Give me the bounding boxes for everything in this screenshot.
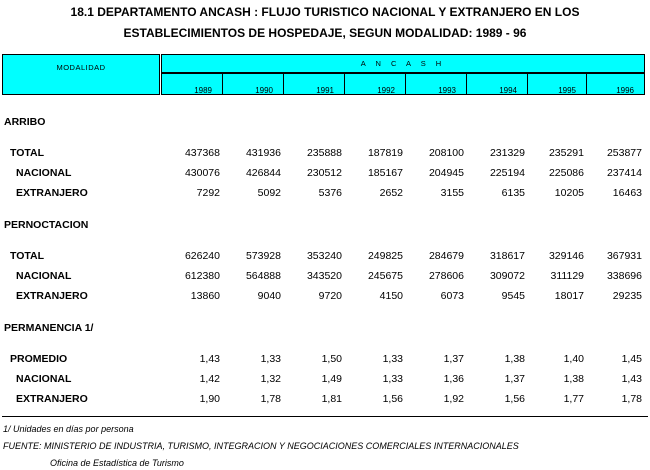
year-header: 1992 [344, 73, 406, 95]
table-cell: 309072 [489, 270, 525, 282]
table-cell: 1,33 [382, 373, 403, 385]
row-label: TOTAL [10, 147, 45, 159]
table-cell: 430076 [184, 167, 220, 179]
table-cell: 1,37 [504, 373, 525, 385]
table-row [0, 350, 650, 368]
table-cell: 9040 [257, 290, 281, 302]
table-cell: 5376 [318, 187, 342, 199]
source-note: FUENTE: MINISTERIO DE INDUSTRIA, TURISMO, INTEGRACION Y NEGOCIACIONES COMERCIALES INTERNACIONALES [3, 441, 519, 451]
table-cell: 204945 [428, 167, 464, 179]
table-cell: 13860 [190, 290, 220, 302]
table-cell: 7292 [196, 187, 220, 199]
table-cell: 1,81 [321, 393, 342, 405]
table-cell: 235888 [306, 147, 342, 159]
table-row [0, 287, 650, 305]
table-cell: 626240 [184, 250, 220, 262]
table-cell: 1,37 [443, 353, 464, 365]
table-cell: 353240 [306, 250, 342, 262]
table-cell: 185167 [367, 167, 403, 179]
table-cell: 1,36 [443, 373, 464, 385]
table-cell: 338696 [606, 270, 642, 282]
table-cell: 5092 [257, 187, 281, 199]
table-title-line1: 18.1 DEPARTAMENTO ANCASH : FLUJO TURISTICO NACIONAL Y EXTRANJERO EN LOS [70, 5, 580, 19]
table-cell: 329146 [548, 250, 584, 262]
table-cell: 1,33 [382, 353, 403, 365]
table-cell: 230512 [306, 167, 342, 179]
table-cell: 278606 [428, 270, 464, 282]
table-row [0, 247, 650, 265]
table-title-line2: ESTABLECIMIENTOS DE HOSPEDAJE, SEGUN MODALIDAD: 1989 - 96 [123, 26, 527, 40]
row-label: TOTAL [10, 250, 45, 262]
row-label: NACIONAL [16, 270, 72, 282]
table-row [0, 144, 650, 162]
row-label: NACIONAL [16, 373, 72, 385]
table-cell: 318617 [489, 250, 525, 262]
section-title-arribo: ARRIBO [4, 116, 46, 128]
row-label: NACIONAL [16, 167, 72, 179]
table-cell: 426844 [245, 167, 281, 179]
table-cell: 573928 [245, 250, 281, 262]
table-cell: 208100 [428, 147, 464, 159]
table-row [0, 370, 650, 388]
row-label: EXTRANJERO [16, 290, 88, 302]
table-cell: 1,40 [563, 353, 584, 365]
table-cell: 6135 [501, 187, 525, 199]
table-cell: 18017 [554, 290, 584, 302]
table-cell: 1,33 [260, 353, 281, 365]
table-cell: 1,38 [504, 353, 525, 365]
table-cell: 1,77 [563, 393, 584, 405]
table-cell: 1,45 [621, 353, 642, 365]
year-header: 1996 [586, 73, 645, 95]
year-header: 1991 [283, 73, 345, 95]
year-header: 1990 [222, 73, 284, 95]
table-cell: 2652 [379, 187, 403, 199]
year-header: 1994 [466, 73, 528, 95]
table-cell: 1,78 [621, 393, 642, 405]
table-cell: 564888 [245, 270, 281, 282]
table-cell: 16463 [612, 187, 642, 199]
table-cell: 245675 [367, 270, 403, 282]
section-title-pernoctacion: PERNOCTACION [4, 219, 89, 231]
table-cell: 1,90 [199, 393, 220, 405]
table-cell: 4150 [379, 290, 403, 302]
table-cell: 437368 [184, 147, 220, 159]
row-label: EXTRANJERO [16, 187, 88, 199]
table-cell: 1,56 [382, 393, 403, 405]
table-row [0, 184, 650, 202]
table-cell: 1,92 [443, 393, 464, 405]
table-cell: 1,49 [321, 373, 342, 385]
table-row [0, 390, 650, 408]
table-cell: 235291 [548, 147, 584, 159]
table-cell: 10205 [554, 187, 584, 199]
section-title-permanencia: PERMANENCIA 1/ [4, 322, 94, 334]
table-cell: 237414 [606, 167, 642, 179]
table-bottom-rule [2, 416, 648, 417]
table-cell: 1,56 [504, 393, 525, 405]
table-cell: 431936 [245, 147, 281, 159]
table-cell: 1,50 [321, 353, 342, 365]
table-cell: 284679 [428, 250, 464, 262]
column-header-modalidad: MODALIDAD [2, 54, 160, 95]
table-row [0, 267, 650, 285]
year-header: 1993 [405, 73, 467, 95]
office-note: Oficina de Estadística de Turismo [50, 458, 184, 468]
table-cell: 1,43 [621, 373, 642, 385]
table-cell: 249825 [367, 250, 403, 262]
table-cell: 225194 [489, 167, 525, 179]
table-cell: 6073 [440, 290, 464, 302]
year-header: 1989 [161, 73, 223, 95]
column-header-region: A N C A S H [161, 54, 645, 73]
row-label: PROMEDIO [10, 353, 68, 365]
table-cell: 1,78 [260, 393, 281, 405]
table-cell: 225086 [548, 167, 584, 179]
table-cell: 9720 [318, 290, 342, 302]
table-row [0, 164, 650, 182]
table-cell: 29235 [612, 290, 642, 302]
table-cell: 311129 [550, 270, 584, 282]
table-cell: 1,38 [563, 373, 584, 385]
footnote: 1/ Unidades en días por persona [3, 424, 134, 434]
table-cell: 253877 [606, 147, 642, 159]
table-cell: 1,43 [199, 353, 220, 365]
table-cell: 187819 [367, 147, 403, 159]
table-cell: 3155 [440, 187, 464, 199]
table-cell: 9545 [501, 290, 525, 302]
year-header: 1995 [527, 73, 587, 95]
table-cell: 367931 [606, 250, 642, 262]
table-cell: 343520 [306, 270, 342, 282]
table-cell: 1,32 [260, 373, 281, 385]
table-cell: 1,42 [199, 373, 220, 385]
table-cell: 612380 [184, 270, 220, 282]
row-label: EXTRANJERO [16, 393, 88, 405]
table-cell: 231329 [489, 147, 525, 159]
